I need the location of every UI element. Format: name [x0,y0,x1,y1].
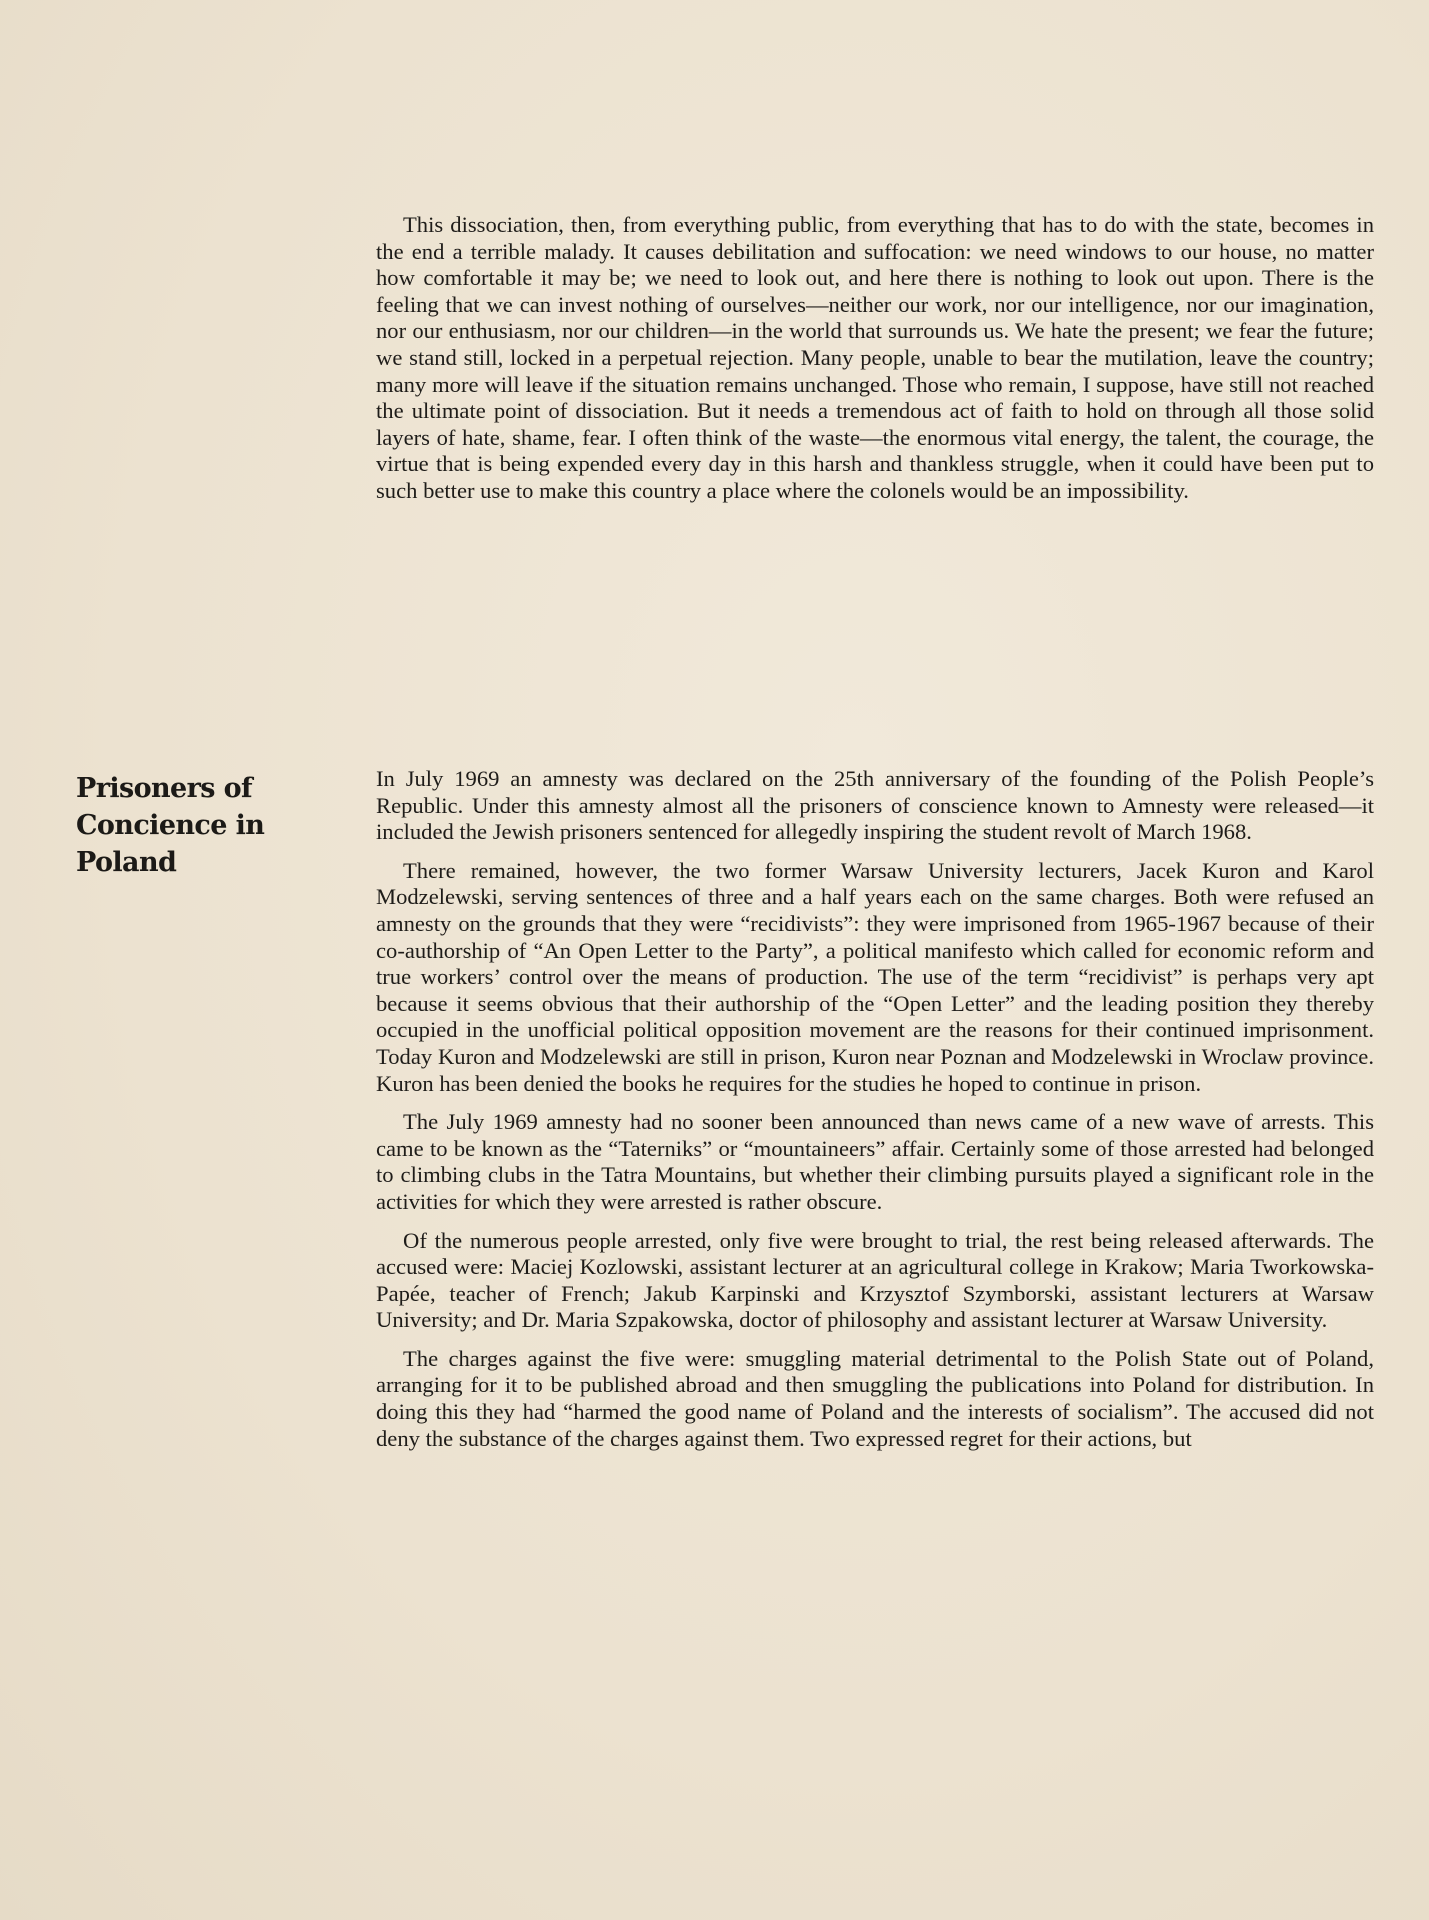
section-text-block [376,766,1374,1452]
paragraph: This dissociation, then, from everything public, from everything that has to do with the state, becomes in the end a terrible malady. It causes debilitation and suffocation: we need windows to our house, no matter how comfortable it may be; we need to look out, and here there is nothing to look out upon. There is the feeling that we can invest nothing of ourselves—neither our work, nor our intelligence, nor our imagination, nor our enthusiasm, nor our children—in the world that surrounds us. We hate the present; we fear the future; we stand still, locked in a perpetual rejection. Many people, unable to bear the mutilation, leave the country; many more will leave if the situation remains unchanged. Those who remain, I suppose, have still not reached the ultimate point of dissociation. But it needs a tremendous act of faith to hold on through all those solid layers of hate, shame, fear. I often think of the waste—the enormous vital energy, the talent, the courage, the virtue that is being expended every day in this harsh and thankless struggle, when it could have been put to such better use to make this country a place where the colonels would be an impossibility. [376,212,1374,503]
heading-line: Concience in [76,810,265,841]
paragraph: The July 1969 amnesty had no sooner been announced than news came of a new wave of arrests. This came to be known as the “Taterniks” or “mountaineers” affair. Certainly some of those arrested had belonged to climbing clubs in the Tatra Mountains, but whether their climbing pursuits played a significant role in the activities for which they were arrested is rather obscure. [376,1109,1374,1214]
intro-text-block [376,212,1374,505]
paragraph: In July 1969 an amnesty was declared on the 25th anniversary of the founding of the Polish People’s Republic. Under this amnesty almost all the prisoners of conscience known to Amnesty were released—it included the Jewish prisoners sentenced for allegedly inspiring the student revolt of March 1968. [376,766,1374,845]
paragraph: There remained, however, the two former Warsaw University lecturers, Jacek Kuron and Karol Modzelewski, serving sentences of three and a half years each on the same charges. Both were refused an amnesty on the grounds that they were “recidivists”: they were imprisoned from 1965-1967 because of their co-authorship of “An Open Letter to the Party”, a political manifesto which called for economic reform and true workers’ control over the means of production. The use of the term “recidivist” is perhaps very apt because it seems obvious that their authorship of the “Open Letter” and the leading position they thereby occupied in the unofficial political opposition movement are the reasons for their continued imprisonment. Today Kuron and Modzelewski are still in prison, Kuron near Poznan and Modzelewski in Wroclaw province. Kuron has been denied the books he requires for the studies he hoped to continue in prison. [376,857,1374,1096]
heading-line: Prisoners of [76,773,253,804]
section-heading [76,770,316,881]
paragraph: Of the numerous people arrested, only five were brought to trial, the rest being released afterwards. The accused were: Maciej Kozlowski, assistant lecturer at an agricultural college in Krakow; Maria Tworkowska-Papée, teacher of French; Jakub Karpinski and Krzysztof Szymborski, assistant lecturers at Warsaw University; and Dr. Maria Szpakowska, doctor of philosophy and assistant lecturer at Warsaw University. [376,1227,1374,1333]
heading-line: Poland [76,847,177,878]
paragraph: The charges against the five were: smuggling material detrimental to the Polish State out of Poland, arranging for it to be published abroad and then smuggling the publications into Poland for distribution. In doing this they had “harmed the good name of Poland and the interests of socialism”. The accused did not deny the substance of the charges against them. Two expressed regret for their actions, but [376,1345,1374,1451]
